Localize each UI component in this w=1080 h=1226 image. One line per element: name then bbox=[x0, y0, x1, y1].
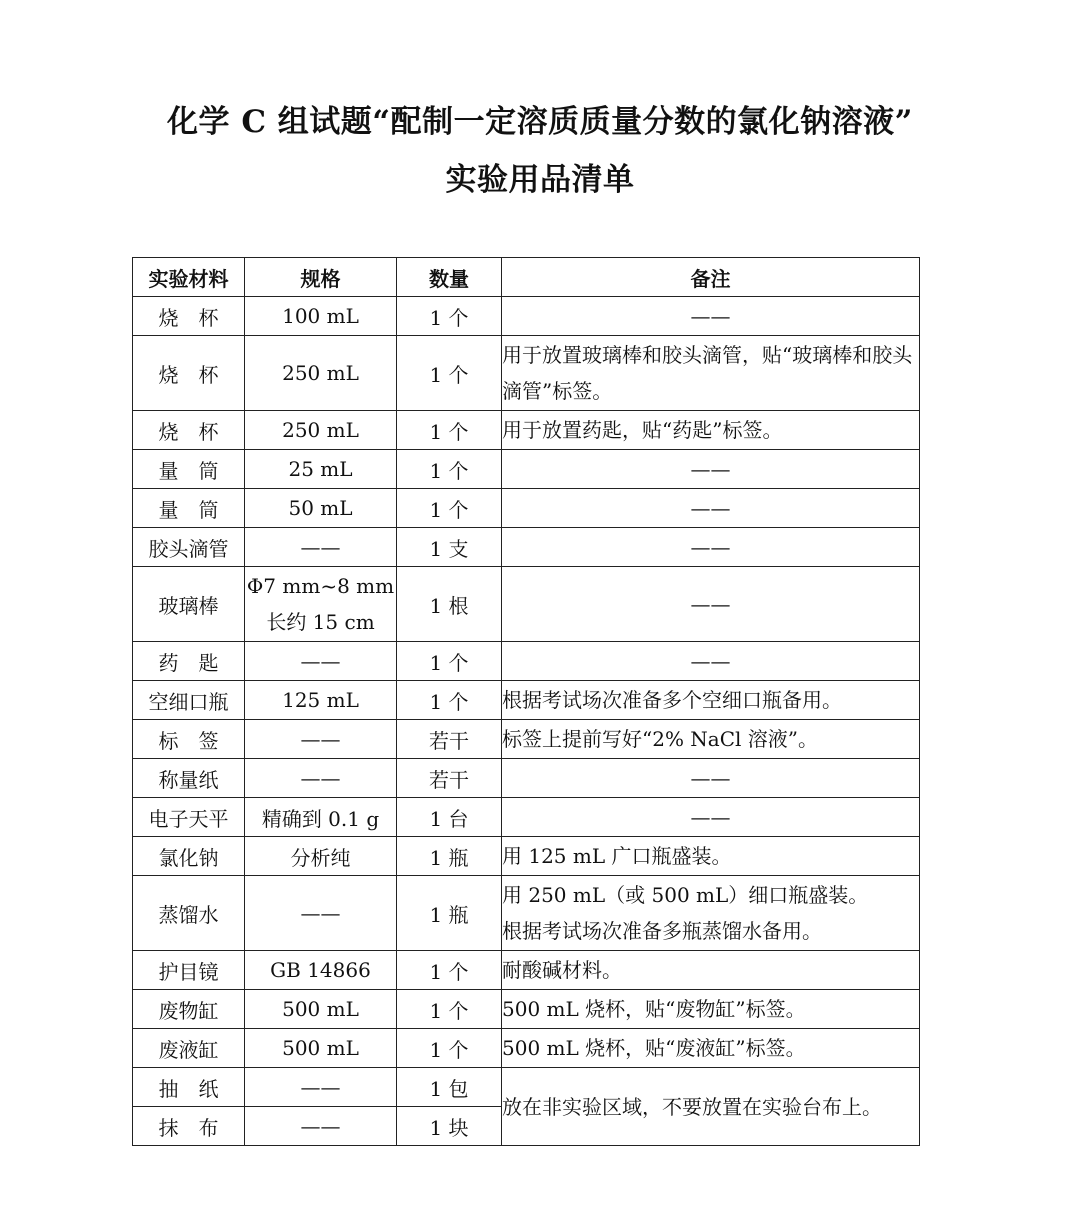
material-spec: 125 mL bbox=[245, 681, 397, 720]
table-row bbox=[133, 951, 920, 990]
document-subtitle: 实验用品清单 bbox=[445, 162, 635, 198]
material-spec: 500 mL bbox=[245, 1029, 397, 1068]
table-row bbox=[133, 336, 920, 411]
material-note: —— bbox=[502, 450, 920, 489]
material-note: 用于放置玻璃棒和胶头滴管，贴“玻璃棒和胶头滴管”标签。 bbox=[502, 336, 920, 411]
material-spec-line: 长约 15 cm bbox=[266, 610, 375, 634]
material-spec: GB 14866 bbox=[245, 951, 397, 990]
material-qty: 1 瓶 bbox=[397, 837, 502, 876]
material-spec: —— bbox=[245, 876, 397, 951]
materials-table bbox=[132, 257, 920, 1146]
material-note: 用于放置药匙，贴“药匙”标签。 bbox=[502, 411, 920, 450]
material-spec: 500 mL bbox=[245, 990, 397, 1029]
material-name: 胶头滴管 bbox=[133, 528, 245, 567]
table-row bbox=[133, 681, 920, 720]
material-note: —— bbox=[502, 759, 920, 798]
material-note: —— bbox=[502, 642, 920, 681]
material-name: 护目镜 bbox=[133, 951, 245, 990]
material-note: 根据考试场次准备多个空细口瓶备用。 bbox=[502, 681, 920, 720]
material-spec: —— bbox=[245, 1068, 397, 1107]
material-qty: 1 个 bbox=[397, 990, 502, 1029]
table-row bbox=[133, 489, 920, 528]
material-qty: 1 包 bbox=[397, 1068, 502, 1107]
material-note: —— bbox=[502, 528, 920, 567]
material-name: 烧 杯 bbox=[133, 297, 245, 336]
material-spec bbox=[245, 567, 397, 642]
material-spec: 精确到 0.1 g bbox=[245, 798, 397, 837]
material-name: 药 匙 bbox=[133, 642, 245, 681]
material-note: 用 125 mL 广口瓶盛装。 bbox=[502, 837, 920, 876]
table-row bbox=[133, 837, 920, 876]
material-name: 电子天平 bbox=[133, 798, 245, 837]
material-name: 空细口瓶 bbox=[133, 681, 245, 720]
material-qty: 1 个 bbox=[397, 336, 502, 411]
material-note: 500 mL 烧杯，贴“废液缸”标签。 bbox=[502, 1029, 920, 1068]
table-header-row bbox=[133, 258, 920, 297]
table-row bbox=[133, 798, 920, 837]
table-row bbox=[133, 567, 920, 642]
material-qty: 1 瓶 bbox=[397, 876, 502, 951]
table-row bbox=[133, 759, 920, 798]
material-name: 标 签 bbox=[133, 720, 245, 759]
material-qty: 1 个 bbox=[397, 951, 502, 990]
table-row bbox=[133, 528, 920, 567]
material-name: 量 筒 bbox=[133, 450, 245, 489]
material-spec: —— bbox=[245, 759, 397, 798]
material-spec: 25 mL bbox=[245, 450, 397, 489]
material-name: 废物缸 bbox=[133, 990, 245, 1029]
material-name: 烧 杯 bbox=[133, 411, 245, 450]
table-row bbox=[133, 642, 920, 681]
material-spec: —— bbox=[245, 642, 397, 681]
material-spec: 250 mL bbox=[245, 336, 397, 411]
material-note: —— bbox=[502, 567, 920, 642]
material-name: 抹 布 bbox=[133, 1107, 245, 1146]
material-note bbox=[502, 876, 920, 951]
material-qty: 1 个 bbox=[397, 1029, 502, 1068]
material-spec: —— bbox=[245, 720, 397, 759]
material-spec: 250 mL bbox=[245, 411, 397, 450]
material-qty: 1 个 bbox=[397, 681, 502, 720]
header-note: 备注 bbox=[502, 258, 920, 297]
header-material: 实验材料 bbox=[133, 258, 245, 297]
material-note: —— bbox=[502, 489, 920, 528]
header-quantity: 数量 bbox=[397, 258, 502, 297]
material-note-line: 用 250 mL（或 500 mL）细口瓶盛装。 bbox=[502, 883, 869, 907]
material-note: 500 mL 烧杯，贴“废物缸”标签。 bbox=[502, 990, 920, 1029]
material-qty: 1 个 bbox=[397, 489, 502, 528]
material-name: 玻璃棒 bbox=[133, 567, 245, 642]
material-spec: —— bbox=[245, 1107, 397, 1146]
material-note-line: 根据考试场次准备多瓶蒸馏水备用。 bbox=[502, 919, 822, 943]
material-name: 氯化钠 bbox=[133, 837, 245, 876]
table-row bbox=[133, 990, 920, 1029]
material-spec: —— bbox=[245, 528, 397, 567]
material-name: 蒸馏水 bbox=[133, 876, 245, 951]
table-row bbox=[133, 876, 920, 951]
document-title: 化学 C 组试题“配制一定溶质质量分数的氯化钠溶液” bbox=[167, 104, 913, 140]
material-note: 标签上提前写好“2% NaCl 溶液”。 bbox=[502, 720, 920, 759]
table-row bbox=[133, 450, 920, 489]
material-qty: 若干 bbox=[397, 759, 502, 798]
material-name: 称量纸 bbox=[133, 759, 245, 798]
material-qty: 若干 bbox=[397, 720, 502, 759]
material-qty: 1 块 bbox=[397, 1107, 502, 1146]
table-row bbox=[133, 720, 920, 759]
table-row bbox=[133, 297, 920, 336]
material-spec: 分析纯 bbox=[245, 837, 397, 876]
material-qty: 1 个 bbox=[397, 642, 502, 681]
material-note: 耐酸碱材料。 bbox=[502, 951, 920, 990]
table-row bbox=[133, 411, 920, 450]
material-qty: 1 个 bbox=[397, 411, 502, 450]
material-note: —— bbox=[502, 798, 920, 837]
table-row bbox=[133, 1029, 920, 1068]
material-note: —— bbox=[502, 297, 920, 336]
material-qty: 1 根 bbox=[397, 567, 502, 642]
material-name: 量 筒 bbox=[133, 489, 245, 528]
header-spec: 规格 bbox=[245, 258, 397, 297]
material-name: 烧 杯 bbox=[133, 336, 245, 411]
material-name: 抽 纸 bbox=[133, 1068, 245, 1107]
material-qty: 1 支 bbox=[397, 528, 502, 567]
material-spec: 50 mL bbox=[245, 489, 397, 528]
material-spec: 100 mL bbox=[245, 297, 397, 336]
material-spec-line: Φ7 mm~8 mm bbox=[246, 574, 395, 598]
material-qty: 1 个 bbox=[397, 297, 502, 336]
material-name: 废液缸 bbox=[133, 1029, 245, 1068]
material-note: 放在非实验区域，不要放置在实验台布上。 bbox=[502, 1068, 920, 1146]
material-qty: 1 台 bbox=[397, 798, 502, 837]
table-row bbox=[133, 1068, 920, 1107]
material-qty: 1 个 bbox=[397, 450, 502, 489]
